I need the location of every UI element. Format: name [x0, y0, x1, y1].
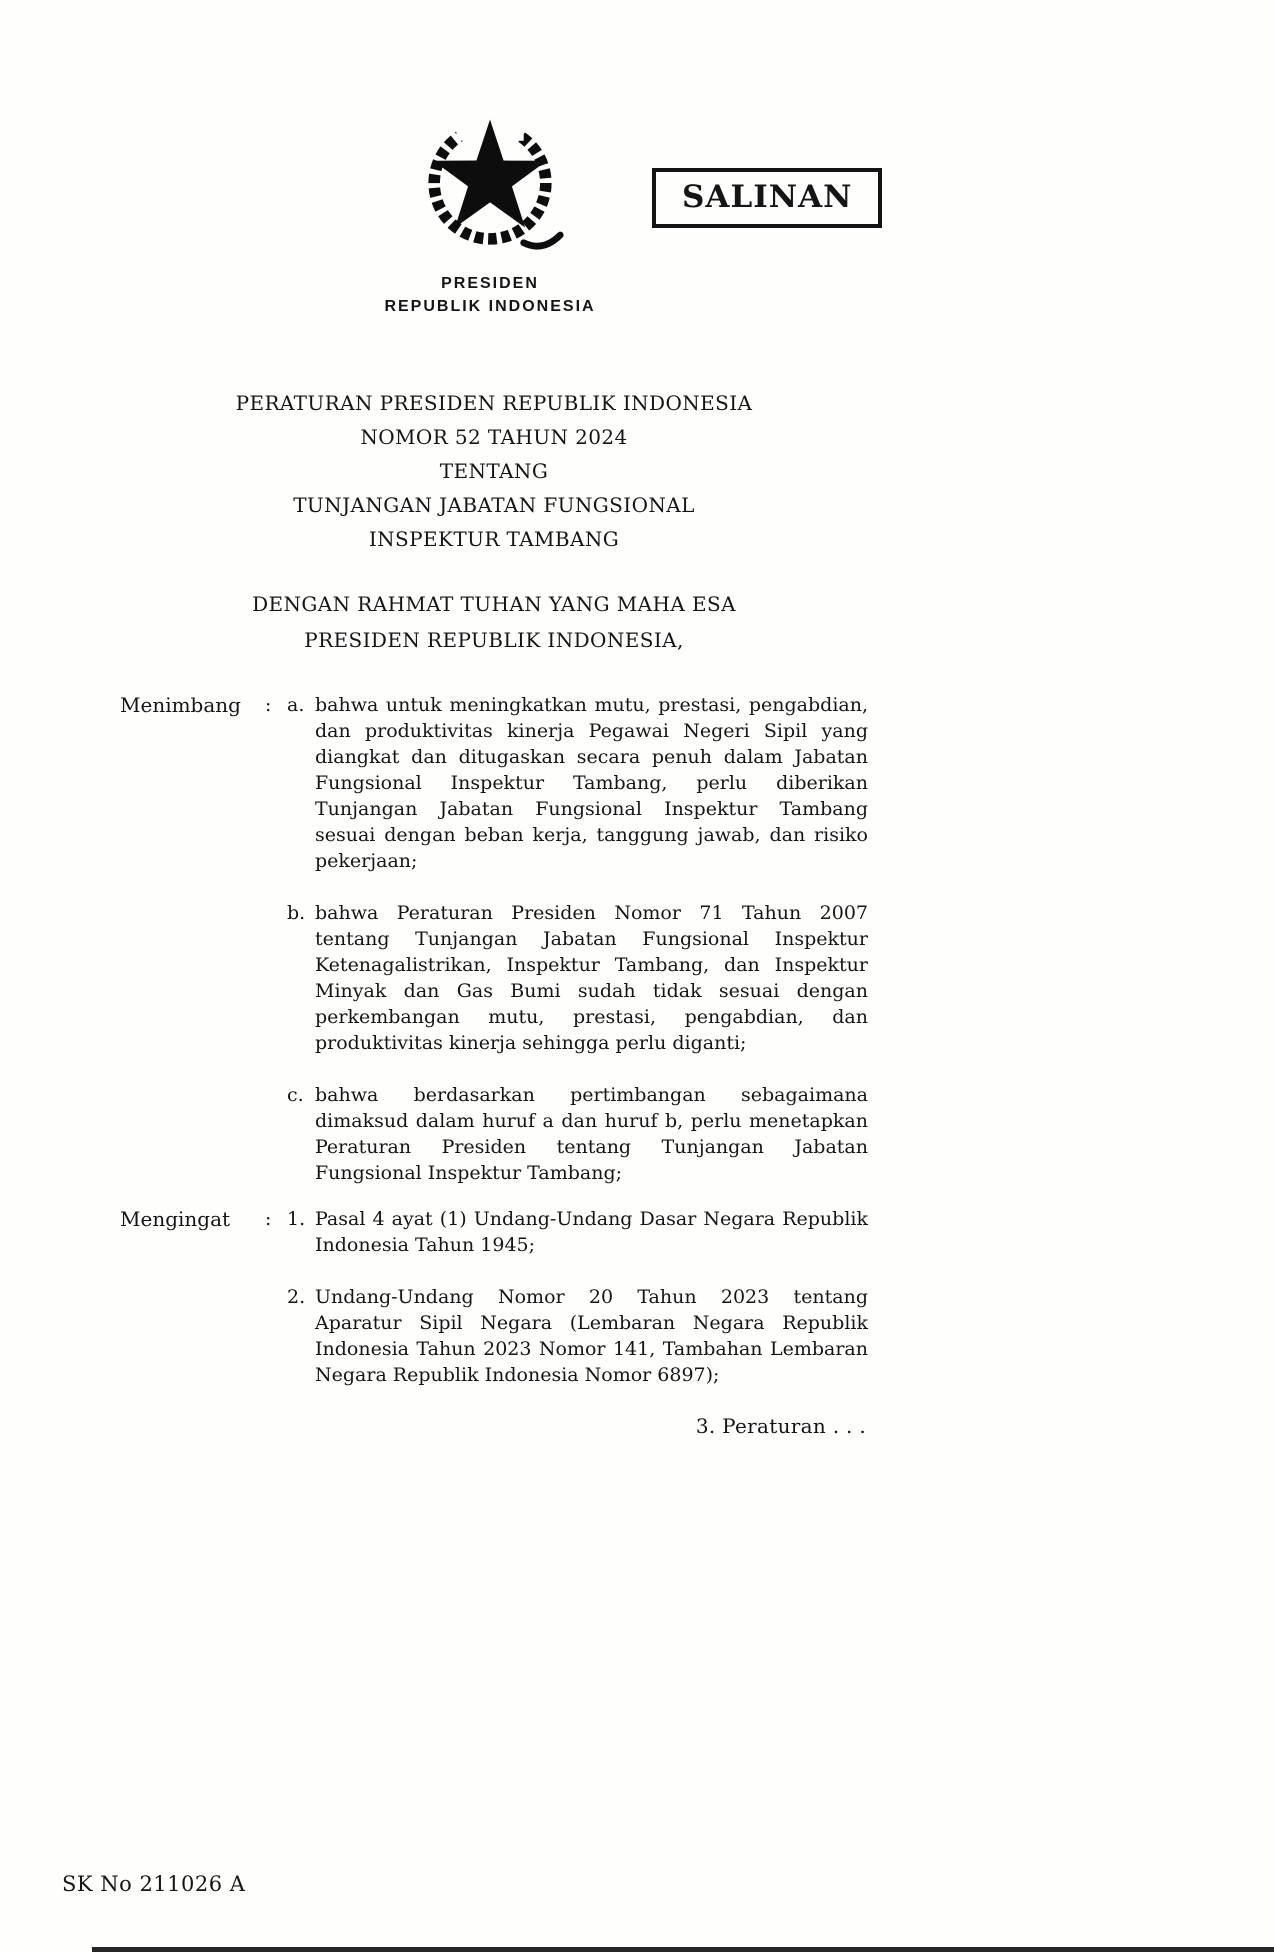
clause-mengingat	[120, 1206, 868, 1388]
title-line-regulation: PERATURAN PRESIDEN REPUBLIK INDONESIA	[235, 391, 753, 415]
clause-menimbang-items	[287, 692, 868, 1186]
letterhead-line1: PRESIDEN	[441, 275, 539, 292]
clause-mengingat-items	[287, 1206, 868, 1388]
catchword: 3. Peraturan . . .	[695, 1414, 866, 1438]
list-item-text: bahwa untuk meningkatkan mutu, prestasi, pengabdian, dan produktivitas kinerja Pegawai Negeri Sipil yang diangkat dan ditugaskan secara penuh dalam Jabatan Fungsional Inspektur Tambang, perlu diberikan Tunjangan Jabatan Fungsional Inspektur Tambang sesuai dengan beban kerja, tanggung jawab, dan risiko pekerjaan;	[315, 694, 868, 872]
list-item-text: Pasal 4 ayat (1) Undang-Undang Dasar Negara Republik Indonesia Tahun 1945;	[315, 1208, 868, 1256]
clause-menimbang-colon: :	[265, 694, 272, 716]
title-line-subject-2: INSPEKTUR TAMBANG	[368, 527, 620, 551]
clause-mengingat-label: Mengingat	[120, 1207, 231, 1231]
preamble-invocation: DENGAN RAHMAT TUHAN YANG MAHA ESA	[252, 592, 736, 616]
clause-mengingat-colon: :	[265, 1208, 272, 1230]
preamble-issuer: PRESIDEN REPUBLIK INDONESIA,	[304, 628, 684, 652]
list-item	[287, 1284, 868, 1388]
list-item-marker: a.	[287, 694, 305, 716]
document-title	[120, 386, 868, 556]
list-item-marker: 2.	[287, 1286, 306, 1308]
list-item-text: bahwa Peraturan Presiden Nomor 71 Tahun 2007 tentang Tunjangan Jabatan Fungsional Inspektur Ketenagalistrikan, Inspektur Tambang, dan Inspektur Minyak dan Gas Bumi sudah tidak sesuai dengan perkembangan mutu, prestasi, pengabdian, dan produktivitas kinerja sehingga perlu diganti;	[315, 902, 868, 1054]
list-item-marker: c.	[287, 1084, 304, 1106]
list-item	[287, 900, 868, 1056]
scan-artifact-line	[92, 1947, 1274, 1952]
title-line-tentang: TENTANG	[439, 459, 549, 483]
letterhead-line2: REPUBLIK INDONESIA	[384, 298, 596, 315]
list-item-text: bahwa berdasarkan pertimbangan sebagaimana dimaksud dalam huruf a dan huruf b, perlu menetapkan Peraturan Presiden tentang Tunjangan Jabatan Fungsional Inspektur Tambang;	[315, 1084, 868, 1184]
title-line-subject-1: TUNJANGAN JABATAN FUNGSIONAL	[293, 493, 695, 517]
presidential-emblem-icon	[408, 108, 572, 262]
document-control-number: SK No 211026 A	[62, 1872, 246, 1896]
list-item-text: Undang-Undang Nomor 20 Tahun 2023 tentang Aparatur Sipil Negara (Lembaran Negara Republik Indonesia Tahun 2023 Nomor 141, Tambahan Lembaran Negara Republik Indonesia Nomor 6897);	[315, 1286, 868, 1386]
letterhead	[0, 272, 980, 318]
document-body	[120, 386, 868, 1438]
list-item-marker: 1.	[287, 1208, 306, 1230]
salinan-stamp-label: SALINAN	[682, 179, 853, 215]
clause-menimbang	[120, 692, 868, 1186]
list-item	[287, 1206, 868, 1258]
clause-menimbang-label: Menimbang	[120, 693, 241, 717]
list-item	[287, 1082, 868, 1186]
title-line-number: NOMOR 52 TAHUN 2024	[360, 425, 628, 449]
salinan-stamp	[652, 168, 882, 228]
list-item	[287, 692, 868, 874]
list-item-marker: b.	[287, 902, 306, 924]
